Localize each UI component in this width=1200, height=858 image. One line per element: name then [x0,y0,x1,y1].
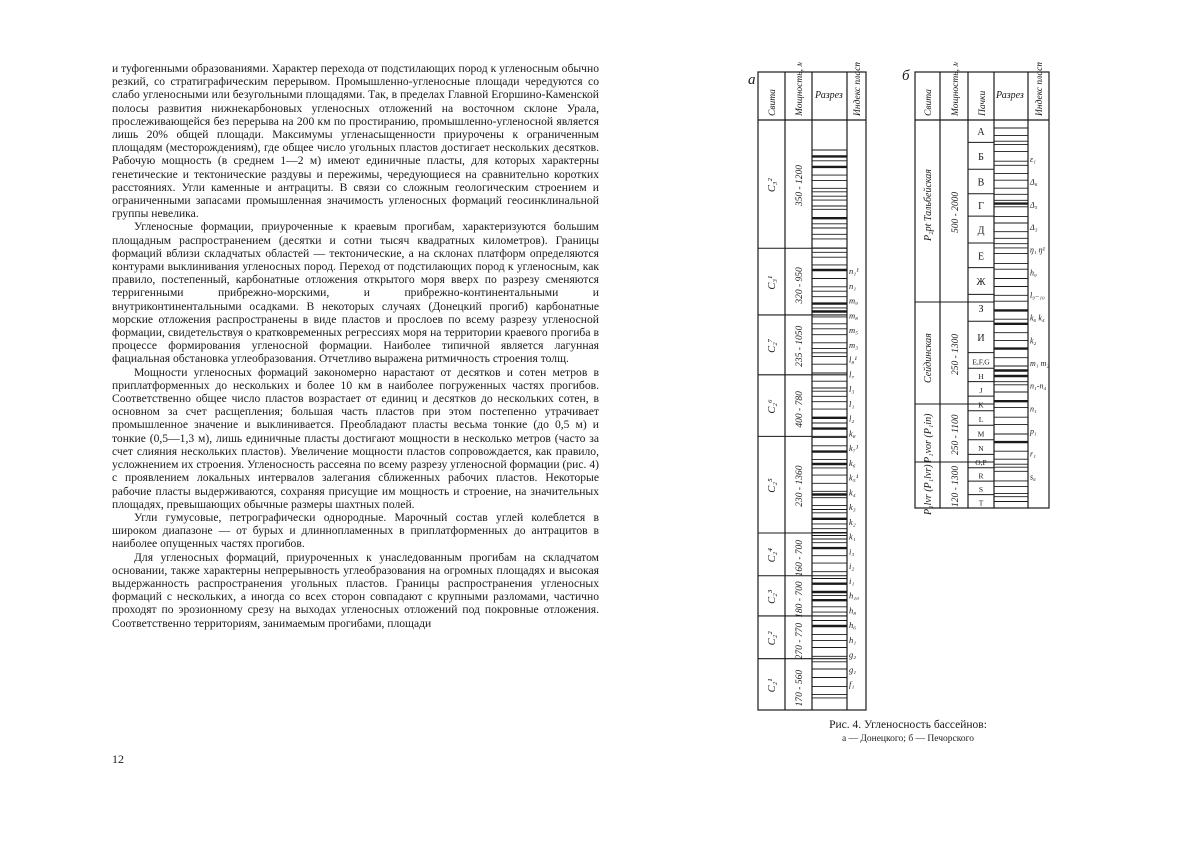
panel-b-seam-index: Δ₆ [1030,177,1038,187]
panel-a-suite-name: C₂⁶ [767,399,778,414]
panel-a-seam-index: h₈ [849,605,857,616]
panel-a-seam-index: h₁₀ [849,590,860,601]
panel-a-seam-index: m₈ [849,310,859,321]
panel-b-seam-index: r₁ [1030,449,1036,459]
panel-a-seam-index: h₁ [849,635,857,645]
figure-caption [788,718,1028,746]
figure-coal-basins [740,62,1070,762]
panel-a-seam-index: l₇ [849,369,855,380]
panel-a-suite-thickness: 170 - 560 [795,669,805,707]
panel-a-suite-thickness: 160 - 700 [795,539,805,577]
panel-b-header: Свита [924,89,934,116]
panel-a-suite-name: C₂³ [767,590,778,604]
panel-a-seam-index: k₈ [849,428,856,439]
panel-b-suite-name: Сейдинская [923,333,934,383]
panel-b-suite-thickness: 500 - 2000 [951,191,961,233]
panel-b-seam-index: s₆ [1030,472,1036,482]
panel-a-seam-index: l₂ [849,413,855,424]
body-text [112,62,599,630]
panel-a-seam-index: k₅¹ [849,472,859,483]
panel-b-pack-label: И [977,332,985,344]
panel-b-seam-index: n₁ [1030,404,1037,414]
panel-b-suite-thickness: 250 - 1100 [951,414,961,455]
panel-b-suite-thickness: 250 - 1300 [951,333,961,375]
panel-b-seam-index: m₁ m₂ [1030,359,1050,368]
panel-b-pack-label: Б [978,151,984,163]
panel-a-seam-index: m₉ [849,295,859,306]
panel-a-seam-index: k₃ [849,502,856,513]
panel-a-label: а [748,72,756,88]
panel-a-suite-thickness: 350 - 1200 [795,164,805,207]
panel-a-suite-thickness: 180 - 700 [795,581,805,618]
paragraph-4: Угли гумусовые, петрографически однородные. Марочный состав углей колеблется в широком диапазоне — от бурых и длиннопламенных в приплатформенных до антрацитов в наиболее опущенных частях прогибов. [112,510,599,551]
panel-a-seam-index: f₁ [849,679,855,690]
paragraph-1: и туфогенными образованиями. Характер перехода от подстилающих пород к угленосным обычно резкий, со стратиграфическим перерывом. Промышленно-угленосные площади чередуются со слабо угленосными или безугольными площадями. Так, в пределах Главной Егоршино-Каменской полосы развития нижнекарбоновых угленосных отложений на восточном склоне Урала, прослеживающейся без перерыва на 200 км по простиранию, промышленно-угленосной является лишь 20% общей площади. Максимумы угленасыщенности приурочены к ограниченным площадям (месторождениям), где общее число угольных пластов достигает нескольких десятков. Рабочую мощность (в среднем 1—2 м) имеют единичные пласты, для которых характерны генетические и тектонические раздувы и пережимы, чередующиеся на сравнительно коротких расстояниях. Угли каменные и антрациты. В связи со сложным геологическим строением и ограниченными запасами промышленная значимость угленосных формаций геосинклинальной группы невелика. [112,62,599,221]
panel-a-seam-index: i₂ [849,561,855,572]
panel-b-pack-label: З [978,303,984,315]
panel-a-header: Индекс пласта [853,62,863,116]
panel-a-header: Разрез [815,90,843,101]
panel-b-seam-index: ε₁ [1030,155,1036,164]
panel-b-seam-index: ŋ₁ ŋ¹ [1030,245,1045,255]
panel-b-header: Мощность, м [951,62,961,116]
figure-dynamic-layer [748,62,1049,706]
panel-a-seam-index: k₆ [849,457,856,468]
panel-a-seam-index: l₁ [849,398,855,409]
panel-b-seam-index: l₉₋₁₀ [1030,291,1045,300]
panel-b-suite-name: P₁lvr (P₁lvr) [923,464,934,515]
caption-title: Рис. 4. Угленосность бассейнов: [829,719,987,731]
caption-subtitle: а — Донецкого; б — Печорского [841,734,975,744]
panel-b-pack-label: В [977,177,985,189]
panel-b-pack-label: N [978,444,984,454]
panel-b-seam-index: Δ₅ [1030,200,1038,210]
panel-b-pack-label: Ж [976,277,986,288]
panel-b-seam-index: p₁ [1030,427,1037,436]
panel-b-pack-label: А [977,127,985,139]
panel-a-seam-index: k₂ [849,516,856,527]
page-number: 12 [112,752,124,766]
panel-b-seam-index: k₆ k₄ [1030,313,1045,323]
paragraph-5: Для угленосных формаций, приуроченных к унаследованным прогибам на складчатом основании, также характерны непрерывность углеобразования на огромных площадях и высокая выдержанность распространения угольных пластов. Границы распространения угленосных формаций с нескольких, а иногда со всех сторон совпадают с крупными разломами, частично проходят по эрозионному срезу на выходах угленосных отложений под покровные отложения. Соответственно территориям, занимаемым прогибами, площади [112,550,599,630]
panel-a-header: Мощность, м [795,62,805,116]
panel-a-seam-index: k₇¹ [849,443,859,454]
panel-b-suite-name: P₂pt Тальбейская [923,169,934,241]
panel-a-suite-thickness: 400 - 780 [795,391,805,428]
panel-b-seam-index: h₉ [1030,268,1037,278]
panel-b-pack-label: Д [977,225,985,237]
panel-b-suite-name: P₁vor (P₁in) [923,413,934,463]
panel-a-seam-index: k₁ [849,531,856,542]
panel-a-seam-index: g₁ [849,664,857,675]
paragraph-2: Угленосные формации, приуроченные к краевым прогибам, характеризуются большим площадным распространением (десятки и сотни тысяч квадратных километров). Границы формаций вблизи складчатых областей — тектонические, а на склонах платформ определяются контурами выклинивания угленосных пород. Переход от подстилающих пород к угленосным, как правило, постепенный, карбонатные отложения открытого моря вверх по разрезу сменяются терригенными прибрежно-морскими, и прибрежно-континентальными и внутриконтинентальными осадками. В некоторых случаях (Донецкий прогиб) карбонатные морские отложения распространены в виде пластов и прослоев по всему разрезу угленосной формации, свидетельствуя о кратковременных регрессиях моря на территории краевого прогиба в процессе формирования угленосной формации. Наиболее типичной является лагунная фациальная обстановка углеобразования. Отчетливо выражена ритмичность строения толщ. [112,220,599,366]
panel-b-header: Индекс пласта [1035,62,1045,116]
panel-a-suite-thickness: 320 - 950 [795,267,805,304]
panel-b-header: Пачки [978,90,988,116]
panel-b-seam-index: k₂ [1030,336,1037,346]
panel-a-suite-thickness: 235 - 1050 [795,325,805,367]
panel-a-seam-index: n₁¹ [849,266,859,276]
figure-svg [740,62,1070,762]
panel-b-seam-index: Δ₃ [1030,223,1038,232]
panel-b-suite-thickness: 120 - 1300 [951,465,961,507]
panel-b-pack-label: Г [978,201,984,212]
panel-b-header: Разрез [996,90,1024,101]
panel-a-seam-index: l₈¹ [849,354,857,365]
panel-a-suite-name: C₂¹ [767,678,778,693]
panel-a-suite-name: C₃¹ [767,275,778,290]
panel-b-pack-label: O,P [975,458,987,467]
panel-a-seam-index: m₃ [849,339,859,350]
panel-b-label: б [902,68,910,84]
panel-a-suite-name: C₂² [767,631,778,646]
panel-b-pack-label: R [978,471,984,481]
panel-b-pack-label: E,F,G [972,357,990,367]
panel-a-header: Свита [768,89,778,116]
panel-a-seam-index: m₅ [849,325,859,335]
panel-a-suite-name: C₃² [767,178,778,193]
panel-b-seam-index: n₁-n₄ [1030,381,1047,391]
panel-a-suite-name: C₂⁵ [767,478,778,493]
panel-a-seam-index: n₁ [849,280,857,291]
panel-a-seam-index: h₆ [849,620,857,631]
panel-a-seam-index: i₁ [849,575,855,586]
panel-b-pack-label: Е [977,251,985,263]
panel-a-suite-thickness: 270 - 770 [795,622,805,660]
panel-b-pack-label: J [979,385,983,395]
panel-a-suite-name: C₂⁴ [767,548,778,563]
panel-b-pack-label: S [978,484,984,494]
panel-b-pack-label: H [978,371,984,381]
paragraph-3: Мощности угленосных формаций закономерно нарастают от десятков и сотен метров в приплатформенных до нескольких и более 10 км в наиболее погруженных частях прогибов. Соответственно общее число пластов возрастает от единиц и десятков до нескольких сотен, в основном за счет расщепления; большая часть пластов при этом постепенно утрачивает промышленное значение и выклинивается. Преобладают пласты весьма тонкие (до 0,5 м) и тонкие (0,5—1,3 м), лишь единичные пласты достигают мощности в несколько метров (часто за счет слияния нескольких пластов). Увеличение мощности пластов сопровождается, как правило, усложнением их строения. Угленосность рассеяна по всему разрезу угленосной формации (рис. 4) с проявлением локальных интервалов залегания сближенных рабочих пластов. Некоторые рабочие пласты выдерживаются, сохраняя присущие им мощность и строение, на значительных площадях, превышающих обычные размеры шахтных полей. [112,365,599,511]
panel-a-suite-name: C₂⁷ [767,338,778,353]
panel-b-pack-label: M [977,429,985,439]
panel-b-pack-label: K [978,400,984,410]
panel-a-seam-index: l₃ [849,384,855,395]
panel-a-seam-index: k₄ [849,487,856,498]
panel-b-pack-label: T [978,498,984,508]
panel-b-pack-label: L [978,415,984,424]
panel-a-seam-index: g₂ [849,649,857,660]
panel-a-seam-index: i₃ [849,546,855,557]
panel-a-suite-thickness: 230 - 1360 [795,465,805,507]
